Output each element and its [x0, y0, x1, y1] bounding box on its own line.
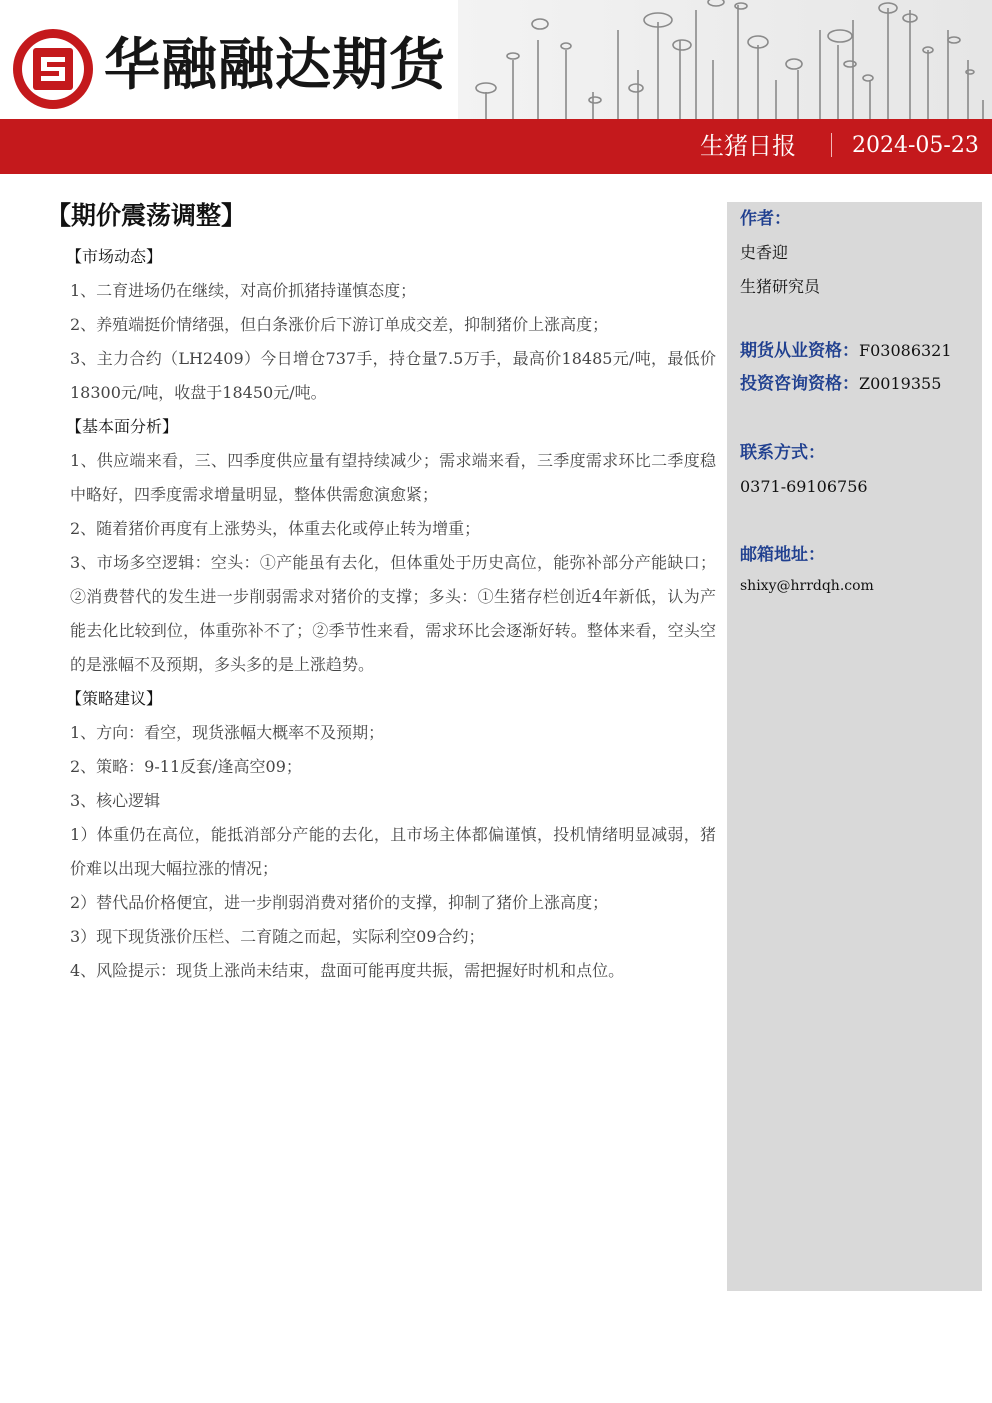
paragraph: 3、主力合约（LH2409）今日增仓737手，持仓量7.5万手，最高价18485元/吨，最低价18300元/吨，收盘于18450元/吨。 [70, 349, 716, 402]
section-heading: 【市场动态】 [66, 247, 163, 266]
report-header [0, 0, 992, 175]
investment-qualification-value: Z0019355 [859, 374, 942, 393]
contact-label: 联系方式： [740, 443, 825, 463]
company-logo-icon [10, 26, 96, 112]
report-date: 2024-05-23 [852, 133, 979, 158]
paragraph: 3）现下现货涨价压栏、二育随之而起，实际利空09合约； [70, 927, 485, 946]
header-decoration [458, 0, 992, 120]
paragraph: 1、二育进场仍在继续，对高价抓猪持谨慎态度； [70, 281, 417, 300]
fundamental-analysis-section [46, 410, 716, 682]
paragraph: 2、养殖端挺价情绪强，但白条涨价后下游订单成交差，抑制猪价上涨高度； [70, 315, 609, 334]
company-name: 华融融达期货 [104, 33, 446, 98]
paragraph: 3、市场多空逻辑：空头：①产能虽有去化，但体重处于历史高位，能弥补部分产能缺口；②消费替代的发生进一步削弱需求对猪价的支撑；多头：①生猪存栏创近4年新低，认为产能去化比较到位，体重弥补不了；②季节性来看，需求环比会逐渐好转。整体来看，空头空的是涨幅不及预期，多头多的是上涨趋势。 [70, 553, 716, 674]
section-heading: 【策略建议】 [66, 689, 163, 708]
paragraph: 4、风险提示：现货上涨尚未结束，盘面可能再度共振，需把握好时机和点位。 [70, 961, 625, 980]
market-dynamics-section [46, 240, 716, 410]
paragraph: 1）体重仍在高位，能抵消部分产能的去化，且市场主体都偏谨慎，投机情绪明显减弱，猪价难以出现大幅拉涨的情况； [70, 825, 716, 878]
author-sidebar [727, 202, 982, 1291]
author-title: 生猪研究员 [740, 277, 821, 296]
email-address[interactable]: shixy@hrrdqh.com [740, 578, 874, 594]
futures-qualification-label: 期货从业资格： [740, 341, 859, 361]
investment-qualification-label: 投资咨询资格： [740, 374, 859, 394]
main-content [46, 196, 716, 988]
paragraph: 2）替代品价格便宜，进一步削弱消费对猪价的支撑，抑制了猪价上涨高度； [70, 893, 609, 912]
futures-qualification [740, 338, 952, 364]
author-name: 史香迎 [740, 243, 789, 262]
title-bar [0, 119, 992, 174]
report-type: 生猪日报 [700, 132, 796, 160]
email-label: 邮箱地址： [740, 545, 825, 565]
paragraph: 2、策略：9-11反套/逢高空09； [70, 757, 302, 776]
section-heading: 【基本面分析】 [66, 417, 179, 436]
paragraph: 2、随着猪价再度有上涨势头，体重去化或停止转为增重； [70, 519, 481, 538]
paragraph: 1、方向：看空，现货涨幅大概率不及预期； [70, 723, 385, 742]
report-title: 【期价震荡调整】 [46, 201, 247, 230]
title-separator [831, 133, 832, 157]
paragraph: 3、核心逻辑 [70, 791, 161, 810]
investment-qualification [740, 371, 941, 397]
futures-qualification-value: F03086321 [859, 341, 952, 360]
strategy-section [46, 682, 716, 988]
contact-phone: 0371-69106756 [740, 477, 868, 496]
paragraph: 1、供应端来看，三、四季度供应量有望持续减少；需求端来看，三季度需求环比二季度稳中略好，四季度需求增量明显，整体供需愈演愈紧； [70, 451, 716, 504]
author-label: 作者： [740, 209, 791, 229]
